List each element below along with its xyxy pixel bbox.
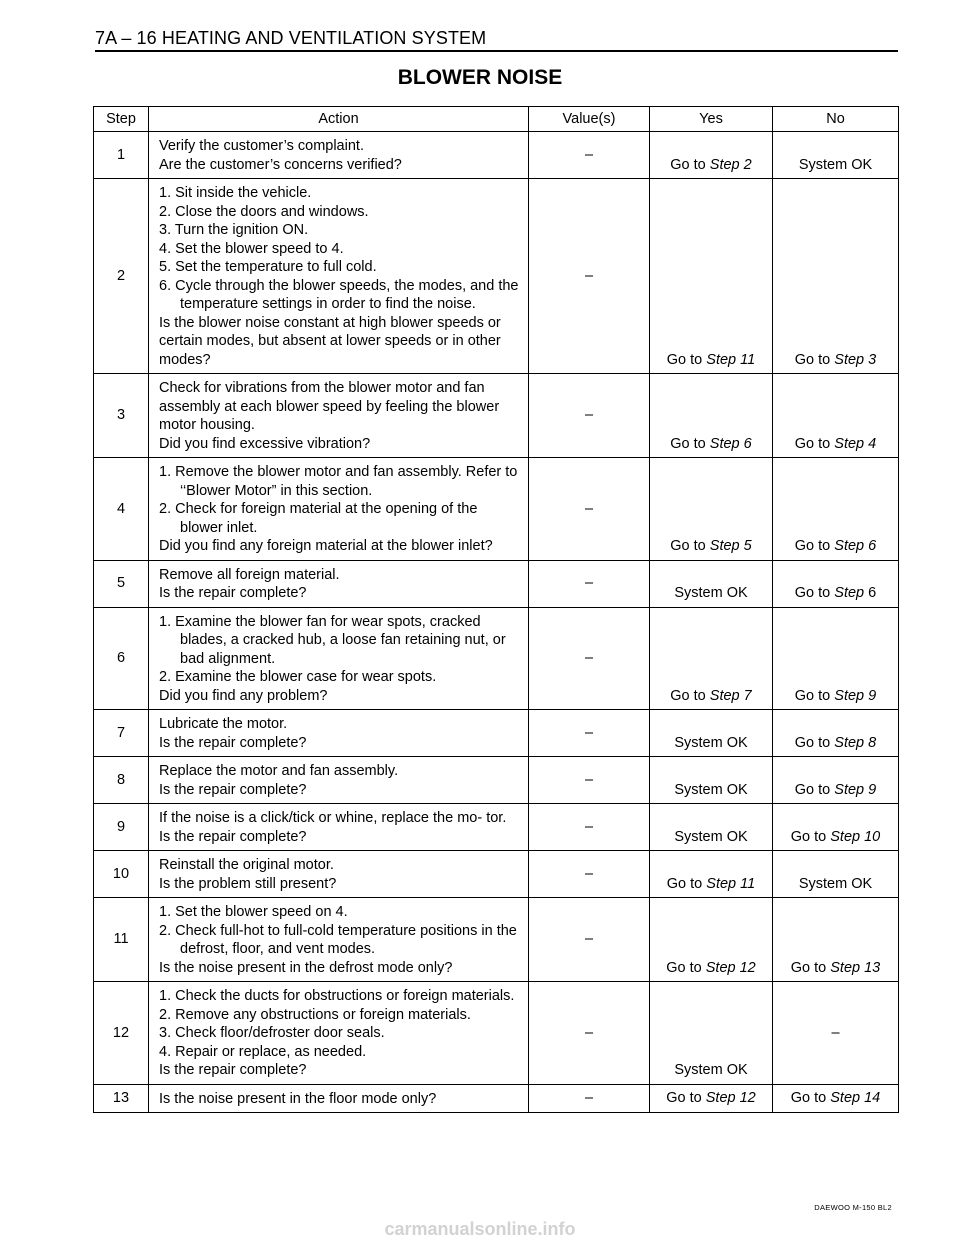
action-line: Is the repair complete? [159,585,307,601]
value-cell: – [529,982,650,1085]
no-step-reference: Step 3 [834,351,877,368]
table-row [94,1084,899,1113]
yes-result-text: System OK [674,828,748,845]
no-result-cell [773,560,899,607]
header-yes: Yes [650,107,773,132]
action-cell [149,851,529,898]
header-action: Action [149,107,529,132]
action-line: Remove all foreign material. [159,566,340,583]
action-line: If the noise is a click/tick or whine, replace the mo- tor. [159,810,507,826]
document-code: DAEWOO M-150 BL2 [814,1203,892,1212]
yes-result-cell [650,710,773,757]
no-result-cell [773,607,899,710]
yes-step-reference: Step 7 [709,687,752,704]
yes-result-cell [650,132,773,179]
yes-step-reference: Step 11 [706,351,756,368]
action-line: Replace the motor and fan assembly. [159,763,399,779]
table-row [94,851,899,898]
no-result-cell [773,898,899,982]
no-step-reference: Step 4 [834,435,877,452]
no-step-reference-number: 6 [864,585,877,601]
table-row [94,179,899,374]
step-number: 12 [94,982,149,1085]
yes-result-text: Go to [666,351,703,368]
yes-result-cell [650,851,773,898]
page-header [95,26,898,52]
no-result-cell [773,982,899,1085]
yes-result-cell [650,179,773,374]
action-cell [149,374,529,458]
no-result-text: Go to [790,828,827,845]
yes-step-reference: Step 11 [706,875,756,892]
header-no: No [773,107,899,132]
no-result-text: System OK [798,875,873,892]
yes-result-cell [650,458,773,561]
step-number: 7 [94,710,149,757]
value-cell: – [529,179,650,374]
step-number: 5 [94,560,149,607]
action-cell [149,710,529,757]
yes-result-cell [650,804,773,851]
action-cell [149,458,529,561]
action-line: Is the repair complete? [159,1062,307,1078]
action-line: 2. Remove any obstructions or foreign materials. [159,1006,471,1023]
no-result-text: Go to [794,781,831,798]
action-line: Did you find any problem? [159,687,328,704]
no-result-text: Go to [794,435,831,452]
no-result-cell [773,804,899,851]
value-cell: – [529,132,650,179]
yes-result-cell [650,560,773,607]
action-line: 2. Check for foreign material at the opening of the blower inlet. [159,501,478,536]
action-line: Is the noise present in the defrost mode only? [159,959,453,976]
yes-result-cell [650,898,773,982]
no-result-text: Go to [794,351,831,368]
no-step-reference: Step [834,585,865,601]
yes-result-cell [650,1084,773,1113]
value-cell: – [529,458,650,561]
yes-result-text: System OK [674,781,748,798]
yes-step-reference: Step 12 [705,1090,756,1106]
action-cell [149,607,529,710]
action-line: 1. Remove the blower motor and fan assembly. Refer to ‘‘Blower Motor” in this section. [159,464,518,499]
no-result-text: Go to [790,1090,827,1106]
yes-step-reference: Step 5 [709,538,752,554]
action-line: 6. Cycle through the blower speeds, the modes, and the temperature settings in order to find the noise. [159,277,519,312]
action-line: 5. Set the temperature to full cold. [159,259,377,275]
step-number: 9 [94,804,149,851]
action-cell [149,757,529,804]
action-line: 1. Sit inside the vehicle. [159,185,312,201]
no-result-cell [773,132,899,179]
no-step-reference: Step 13 [830,959,881,976]
table-row [94,607,899,710]
yes-result-text: Go to [666,875,703,892]
action-line: Is the noise present in the floor mode only? [159,1090,437,1107]
value-cell: – [529,898,650,982]
action-line: Is the problem still present? [159,875,337,892]
action-line: Is the blower noise constant at high blower speeds or certain modes, but absent at lower speeds or in other modes? [159,314,501,368]
table-row [94,982,899,1085]
no-result-text: Go to [794,538,831,554]
action-cell [149,179,529,374]
yes-result-cell [650,607,773,710]
yes-result-text: Go to [666,959,702,976]
page-header-title: 7A – 16 HEATING AND VENTILATION SYSTEM [95,28,487,48]
step-number: 1 [94,132,149,179]
no-result-text: Go to [794,687,831,704]
action-line: 2. Close the doors and windows. [159,203,369,220]
action-line: Check for vibrations from the blower motor and fan assembly at each blower speed by feeling the blower motor housing. [159,380,500,433]
action-line: 1. Set the blower speed on 4. [159,904,348,920]
table-row [94,374,899,458]
no-result-cell [773,851,899,898]
action-line: Did you find any foreign material at the blower inlet? [159,538,493,554]
no-result-cell [773,179,899,374]
action-line: 4. Repair or replace, as needed. [159,1043,367,1060]
yes-result-text: Go to [670,687,706,704]
no-result-text: Go to [794,734,831,751]
header-values: Value(s) [529,107,650,132]
step-number: 2 [94,179,149,374]
step-number: 13 [94,1084,149,1113]
yes-result-text: System OK [674,734,748,751]
yes-result-text: Go to [666,1090,702,1106]
action-line: Lubricate the motor. [159,716,288,732]
action-line: Reinstall the original motor. [159,857,334,873]
yes-result-cell [650,374,773,458]
action-line: 2. Examine the blower case for wear spots. [159,669,437,685]
action-line: Verify the customer’s complaint. [159,138,364,154]
table-row [94,804,899,851]
table-row [94,458,899,561]
action-line: Did you find excessive vibration? [159,435,371,452]
table-row [94,560,899,607]
step-number: 8 [94,757,149,804]
action-line: 4. Set the blower speed to 4. [159,240,344,257]
no-step-reference: Step 8 [834,734,877,751]
yes-result-text: System OK [674,585,748,601]
yes-step-reference: Step 12 [705,959,756,976]
no-step-reference: Step 9 [834,687,877,704]
table-row [94,757,899,804]
action-cell [149,1084,529,1113]
action-cell [149,560,529,607]
table-row [94,710,899,757]
diagnostic-table [93,106,899,1113]
value-cell: – [529,1084,650,1113]
yes-result-cell [650,757,773,804]
step-number: 4 [94,458,149,561]
action-cell [149,982,529,1085]
no-result-text: Go to [790,959,827,976]
action-cell [149,898,529,982]
step-number: 6 [94,607,149,710]
no-result-cell [773,374,899,458]
no-result-text: System OK [798,156,873,173]
yes-step-reference: Step 6 [709,435,752,452]
action-line: Is the repair complete? [159,781,307,798]
action-line: 3. Check floor/defroster door seals. [159,1025,385,1041]
no-result-cell [773,1084,899,1113]
value-cell: – [529,804,650,851]
no-result-cell [773,458,899,561]
action-line: Is the repair complete? [159,828,307,845]
table-body [94,132,899,1113]
value-cell: – [529,560,650,607]
action-cell [149,132,529,179]
value-cell: – [529,710,650,757]
no-result-text: – [831,1024,840,1041]
section-title: BLOWER NOISE [397,66,563,89]
table-header-row [94,107,899,132]
header-step: Step [94,107,149,132]
no-result-cell [773,710,899,757]
step-number: 11 [94,898,149,982]
action-line: 1. Examine the blower fan for wear spots, cracked blades, a cracked hub, a loose fan retaining nut, or bad alignment. [159,613,506,667]
watermark: carmanualsonline.info [384,1219,576,1239]
value-cell: – [529,374,650,458]
step-number: 10 [94,851,149,898]
yes-result-text: Go to [670,156,706,173]
yes-result-text: Go to [670,538,706,554]
action-line: Are the customer’s concerns verified? [159,156,402,173]
no-result-cell [773,757,899,804]
no-step-reference: Step 9 [834,781,877,798]
action-line: Is the repair complete? [159,734,307,751]
action-line: 2. Check full-hot to full-cold temperature positions in the defrost, floor, and vent modes. [159,922,517,957]
no-step-reference: Step 14 [830,1090,881,1106]
yes-result-cell [650,982,773,1085]
yes-step-reference: Step 2 [709,156,752,173]
no-step-reference: Step 10 [830,828,881,845]
no-step-reference: Step 6 [834,538,877,554]
action-cell [149,804,529,851]
table-row [94,898,899,982]
step-number: 3 [94,374,149,458]
action-line: 3. Turn the ignition ON. [159,222,309,238]
value-cell: – [529,607,650,710]
value-cell: – [529,851,650,898]
yes-result-text: Go to [670,435,706,452]
action-line: 1. Check the ducts for obstructions or foreign materials. [159,988,515,1004]
table-row [94,132,899,179]
no-result-text: Go to [794,585,831,601]
yes-result-text: System OK [674,1062,748,1078]
value-cell: – [529,757,650,804]
